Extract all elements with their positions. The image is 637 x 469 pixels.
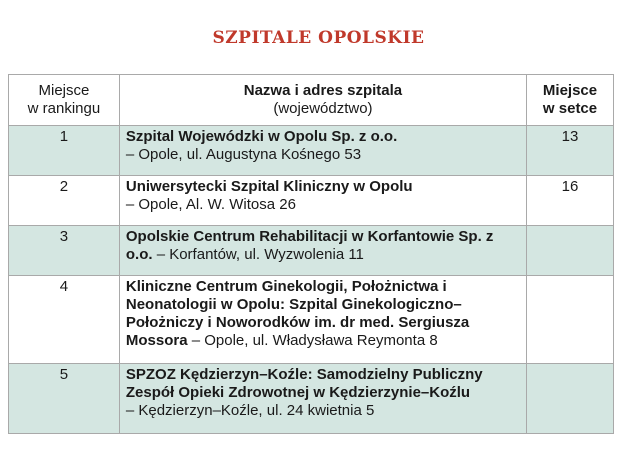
hospital-cell bbox=[119, 176, 526, 226]
hospital-name: Szpital Wojewódzki w Opolu Sp. z o.o. bbox=[125, 128, 398, 145]
table-row bbox=[9, 276, 614, 364]
rank-cell: 5 bbox=[9, 364, 120, 434]
top100-cell bbox=[527, 226, 614, 276]
hospital-address: – Korfantów, ul. Wyzwolenia 11 bbox=[156, 246, 364, 263]
table-row bbox=[9, 364, 614, 434]
header-rank-line1: Miejsce bbox=[38, 82, 90, 99]
rank-cell: 4 bbox=[9, 276, 120, 364]
hospital-name: Kliniczne Centrum Ginekologii, Położnictwa i Neonatologii w Opolu: Szpital Ginekologiczno–Położniczy i Noworodków im. dr med. Sergiusza Mossora bbox=[125, 278, 470, 349]
hospital-name: Uniwersytecki Szpital Kliniczny w Opolu bbox=[125, 178, 413, 195]
top100-cell bbox=[527, 364, 614, 434]
table-row bbox=[9, 126, 614, 176]
hospital-address: – Opole, ul. Władysława Reymonta 8 bbox=[191, 332, 438, 349]
table-row bbox=[9, 226, 614, 276]
rank-cell: 3 bbox=[9, 226, 120, 276]
hospital-name: Opolskie Centrum Rehabilitacji w Korfantowie Sp. z o.o. bbox=[125, 228, 494, 263]
header-top100-position bbox=[527, 75, 614, 126]
hospital-cell bbox=[119, 276, 526, 364]
hospital-name: SPZOZ Kędzierzyn–Koźle: Samodzielny Publiczny Zespół Opieki Zdrowotnej w Kędzierzynie–Koźlu bbox=[125, 366, 483, 401]
rank-cell: 2 bbox=[9, 176, 120, 226]
rank-cell: 1 bbox=[9, 126, 120, 176]
top100-cell: 13 bbox=[527, 126, 614, 176]
header-name-line2: (województwo) bbox=[273, 100, 373, 117]
page-title: SZPITALE OPOLSKIE bbox=[212, 28, 425, 48]
top100-cell: 16 bbox=[527, 176, 614, 226]
header-rank-position bbox=[9, 75, 120, 126]
hospital-ranking-table bbox=[8, 74, 614, 434]
header-hospital-name bbox=[119, 75, 526, 126]
hospital-address: – Kędzierzyn–Koźle, ul. 24 kwietnia 5 bbox=[125, 402, 375, 419]
header-rank-line2: w rankingu bbox=[27, 100, 101, 117]
hospital-address: – Opole, Al. W. Witosa 26 bbox=[125, 196, 296, 213]
hospital-cell bbox=[119, 364, 526, 434]
hospital-cell bbox=[119, 126, 526, 176]
top100-cell bbox=[527, 276, 614, 364]
hospital-address: – Opole, ul. Augustyna Kośnego 53 bbox=[125, 146, 362, 163]
header-top100-line2: w setce bbox=[542, 100, 598, 117]
header-top100-line1: Miejsce bbox=[542, 82, 598, 99]
hospital-cell bbox=[119, 226, 526, 276]
table-header-row bbox=[9, 75, 614, 126]
table-row bbox=[9, 176, 614, 226]
header-name-line1: Nazwa i adres szpitala bbox=[243, 82, 403, 99]
